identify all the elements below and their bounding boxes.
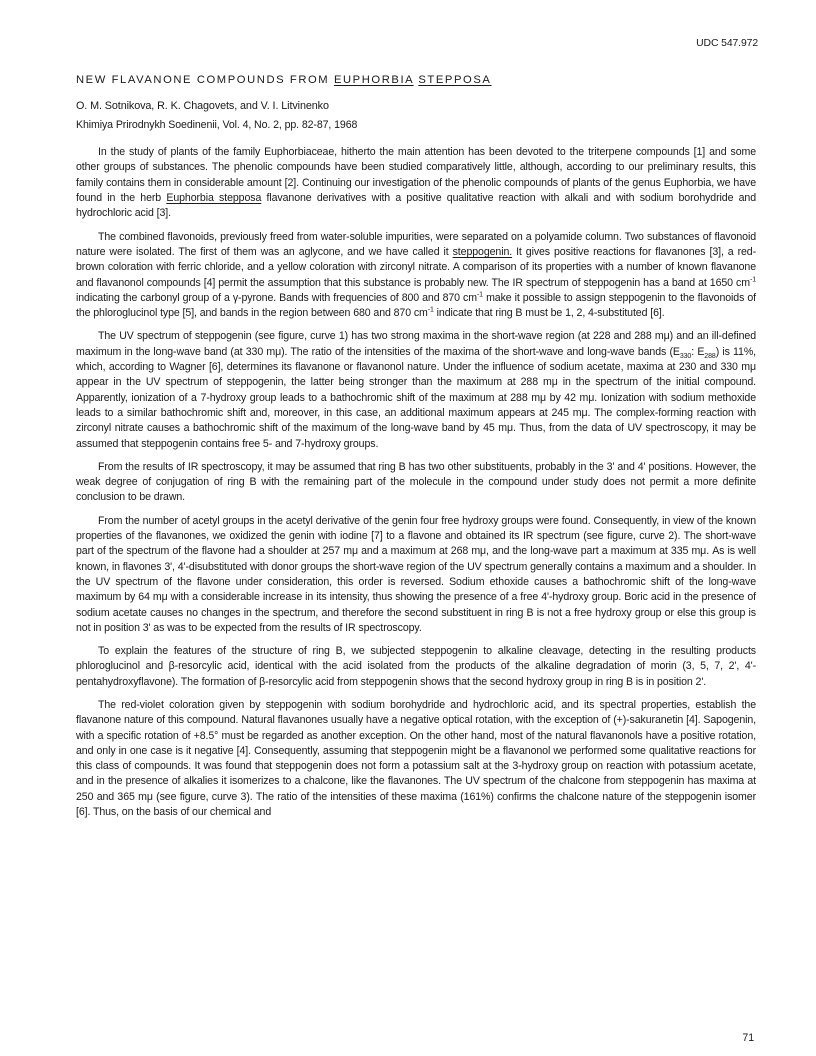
paragraph-3-text-c: ) is 11%, which, according to Wagner [6], determines its flavanone or flavanonol nature. Under the influence of sodium acetate, maxima at 230 and 330 mμ appear in the UV spectrum of steppogenin, the latter being stronger than the maximum at 288 mμ in the spectrum of the initial compound. Apparently, ionization of a 7-hydroxy group leads to a bathochromic shift of the maximum at 288 mμ by 42 mμ. Ionization with sodium methoxide leads to a similar bathochromic shift and, moreover, in this case, an additional maximum appears at 245 mμ. The complex-forming reaction with zirconyl nitrate causes a bathochromic shift of the maximum of the long-wave band by 45 mμ. Thus, from the data of UV spectroscopy, it may be assumed that steppogenin contains free 5- and 7-hydroxy groups. [76, 345, 757, 450]
paragraph-1 [76, 145, 756, 221]
author-list: O. M. Sotnikova, R. K. Chagovets, and V. I. Litvinenko [76, 99, 329, 112]
subscript: 288 [704, 352, 716, 360]
paragraph-2-rest2: indicating the carbonyl group of a γ-pyrone. Bands with frequencies of 800 and 870 cm [76, 291, 477, 304]
journal-page [76, 36, 756, 1046]
paragraph-2-rest3: make it possible to assign steppogenin to the flavonoids of the phloroglucinol type [5], and bands in the region between 680 and 870 cm [76, 291, 756, 320]
paragraph-1-text: In the study of plants of the family Euphorbiaceae, hitherto the main attention has been devoted to the triterpene compounds [1] and some other groups of substances. The phenolic compounds have been studied comparatively little, although, according to our preliminary results, this family contains them in considerable amount [2]. Continuing our investigation of the phenolic compounds of plants of the genus Euphorbia, we have found in the herb [76, 146, 756, 205]
paragraph-2-text: The combined flavonoids, previously freed from water-soluble impurities, were separated on a polyamide column. Two substances of flavonoid nature were isolated. The first of them was an aglycone, and we have called it [76, 230, 756, 258]
paragraph-3-text: The UV spectrum of steppogenin (see figure, curve 1) has two strong maxima in the short-wave region (at 228 and 288 mμ) and an ill-defined maximum in the long-wave band (at 330 mμ). The ratio of the intensities of the maxima of the short-wave and long-wave bands (E [76, 330, 756, 358]
article-title [76, 73, 756, 88]
title-species: STEPPOSA [418, 74, 492, 87]
journal-citation: Khimiya Prirodnykh Soedinenii, Vol. 4, No. 2, pp. 82-87, 1968 [76, 118, 358, 131]
paragraph-2 [76, 230, 756, 322]
superscript: -1 [427, 306, 434, 314]
article-body [76, 145, 756, 820]
paragraph-2-end: indicate that ring B must be 1, 2, 4-substituted [6]. [436, 307, 665, 320]
title-genus: EUPHORBIA [333, 74, 414, 87]
paragraph-3-text-b: : E [691, 345, 705, 358]
subscript: 330 [679, 352, 692, 360]
paragraph-5: From the number of acetyl groups in the acetyl derivative of the genin four free hydroxy groups were found. Consequently, in view of the known properties of the flavanones, we oxidized the genin with iodine [7] to a flavone and obtained its IR spectrum (see figure, curve 2). The short-wave part of the spectrum of the flavone had a shoulder at 257 mμ and a maximum at 268 mμ, and the long-wave part a maximum at 335 mμ. As is well known, in flavones 3', 4'-disubstituted with donor groups the short-wave region of the UV spectrum generally contains a maximum and a shoulder. In the UV spectrum of the flavone under consideration, this order is reversed. Sodium ethoxide causes a bathochromic shift of the long-wave maximum by 64 mμ with a considerable increase in its intensity, thus showing the presence of a free 4'-hydroxy group. Boric acid in the presence of sodium acetate causes no changes in the spectrum, and therefore the second substituent in ring B is not a free hydroxy group or else this group is not in position 3' as was to be expected from the results of IR spectroscopy. [76, 514, 756, 634]
species-name: Euphorbia stepposa [166, 192, 262, 205]
paragraph-7: The red-violet coloration given by steppogenin with sodium borohydride and hydrochloric acid, and its spectral properties, establish the flavanone nature of this compound. Natural flavanones usually have a negative optical rotation, with the exception of (+)-sakuranetin [4]. Sapogenin, with a specific rotation of +8.5° must be regarded as another exception. On the other hand, most of the natural flavanonols have a positive rotation, and only in one case is it negative [4]. Consequently, assuming that steppogenin might be a flavanonol we performed some qualitative reactions for this class of compounds. It was found that steppogenin does not form a potassium salt at the 3-hydroxy group on reaction with potassium acetate, and in the presence of alkalies it isomerizes to a chalcone, like the flavanones. The UV spectrum of the chalcone from steppogenin has maxima at 250 and 365 mμ (see figure, curve 3). The ratio of the intensities of these maxima (161%) confirms the chalcone nature of the steppogenin isomer [6]. Thus, on the basis of our chemical and [76, 698, 756, 819]
title-text: NEW FLAVANONE COMPOUNDS FROM [76, 74, 334, 87]
superscript: -1 [749, 276, 756, 284]
paragraph-6: To explain the features of the structure of ring B, we subjected steppogenin to alkaline cleavage, detecting in the resulting products phloroglucinol and β-resorcylic acid, identical with the acid isolated from the products of the alkaline degradation of morin (3, 5, 7, 2', 4'-pentahydroxyflavone). The formation of β-resorcylic acid from steppogenin shows that the second hydroxy group in ring B is in position 2'. [76, 645, 756, 688]
paragraph-3 [76, 329, 756, 451]
paragraph-4: From the results of IR spectroscopy, it may be assumed that ring B has two other substituents, probably in the 3' and 4' positions. However, the weak degree of conjugation of ring B with the remaining part of the molecule in the compound under study does not permit a more definite conclusion to be drawn. [76, 460, 756, 504]
compound-name: steppogenin. [452, 245, 513, 258]
page-number: 71 [742, 1031, 754, 1044]
udc-code: UDC 547.972 [696, 38, 758, 49]
superscript: -1 [476, 291, 483, 299]
paragraph-1-end: flavanone derivatives with a positive qualitative reaction with alkali and with sodium borohydride and hydrochloric acid [3]. [76, 192, 757, 220]
paragraph-2-rest: It gives positive reactions for flavanones [3], a red-brown coloration with ferric chloride, and a yellow coloration with zirconyl nitrate. A comparison of its properties with a number of known flavanone and flavanonol compounds [4] permit the assumption that this substance is probably new. The IR spectrum of steppogenin has a band at 1650 cm [76, 245, 757, 289]
